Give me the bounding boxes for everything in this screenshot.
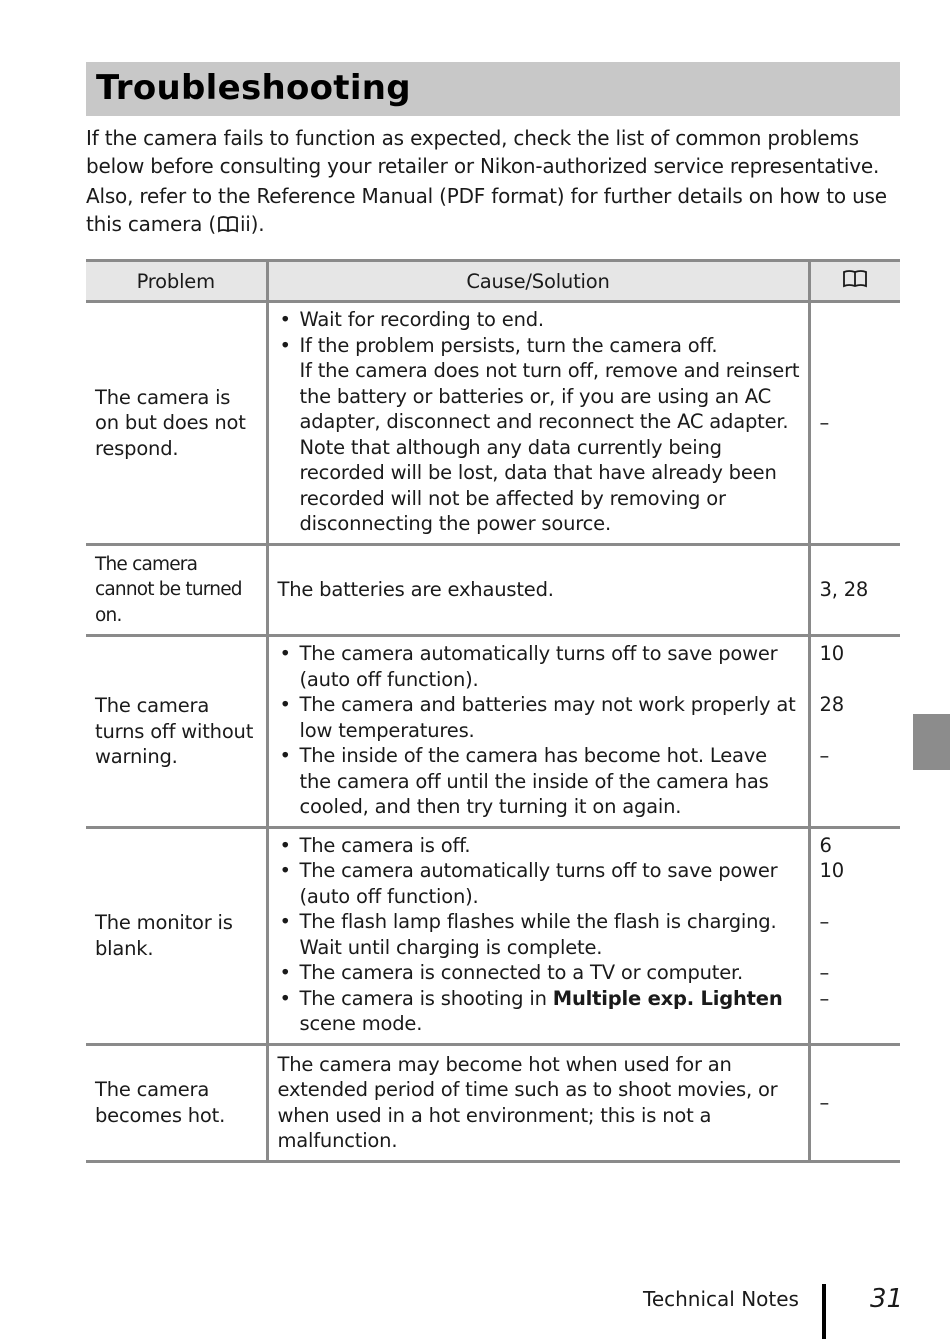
book-reference-icon: [217, 215, 239, 234]
reference-value: –: [819, 910, 830, 933]
reference-value: –: [819, 744, 830, 767]
table-row: [86, 544, 900, 636]
list-item: • If the problem persists, turn the camera off.: [278, 333, 800, 359]
troubleshooting-table: [86, 259, 900, 1163]
table-row: [86, 827, 900, 1044]
solution-note: Note that although any data currently being recorded will be lost, data that have already been recorded will not be affected by removing or disconnecting the power source.: [299, 435, 777, 535]
section-tab: [913, 714, 950, 770]
problem-cell: The camera is on but does not respond.: [86, 302, 267, 545]
reference-cell: –: [809, 302, 900, 545]
intro-paragraph-2: Also, refer to the Reference Manual (PDF format) for further details on how to use this camera ( ii).: [86, 184, 887, 236]
reference-cell: –: [809, 1044, 900, 1161]
header-cause-solution: Cause/Solution: [267, 261, 809, 302]
reference-value: 28: [819, 693, 844, 716]
scene-mode-name: Multiple exp. Lighten: [552, 986, 783, 1010]
header-reference: [809, 261, 900, 302]
list-item: • The inside of the camera has become hot. Leave the camera off until the inside of the camera has cooled, and then try turning it on again.: [278, 743, 800, 820]
table-header-row: [86, 261, 900, 302]
intro-paragraph-1: If the camera fails to function as expected, check the list of common problems below before consulting your retailer or Nikon-authorized service representative.: [86, 126, 880, 178]
reference-value: 6: [819, 833, 832, 857]
page-number: 31: [870, 1284, 904, 1314]
solution-continuation: If the camera does not turn off, remove and reinsert the battery or batteries or, if you are using an AC adapter, disconnect and reconnect the AC adapter.: [299, 359, 800, 433]
solution-cell: The batteries are exhausted.: [267, 544, 809, 636]
problem-cell: The monitor is blank.: [86, 827, 267, 1044]
list-item: • The camera automatically turns off to save power (auto off function).: [278, 858, 800, 909]
solution-cell: [267, 636, 809, 828]
solution-cell: The camera may become hot when used for an extended period of time such as to shoot movies, or when used in a hot environment; this is not a malfunction.: [267, 1044, 809, 1161]
footer-divider: [822, 1284, 826, 1339]
problem-cell: The camera cannot be turned on.: [86, 544, 267, 636]
intro-text: [86, 124, 904, 240]
reference-spacer: [820, 718, 893, 744]
list-item: • The flash lamp flashes while the flash is charging. Wait until charging is complete.: [278, 909, 800, 960]
list-item: • The camera and batteries may not work properly at low temperatures.: [278, 692, 800, 743]
table-row: [86, 1044, 900, 1161]
reference-value: 10: [819, 642, 844, 665]
reference-spacer: [820, 884, 893, 910]
reference-spacer: [820, 667, 893, 693]
reference-value: –: [819, 961, 830, 984]
reference-value: 10: [819, 859, 844, 882]
reference-spacer: [820, 935, 893, 961]
table-row: [86, 302, 900, 545]
list-item: • The camera automatically turns off to save power (auto off function).: [278, 641, 800, 692]
reference-page-link[interactable]: ii: [239, 212, 251, 236]
solution-cell: [267, 827, 809, 1044]
problem-cell: The camera turns off without warning.: [86, 636, 267, 828]
list-item: • The camera is shooting in Multiple exp. Lighten scene mode.: [278, 986, 800, 1037]
solution-cell: [267, 302, 809, 545]
page-title: Troubleshooting: [96, 68, 411, 108]
list-item: • The camera is connected to a TV or computer.: [278, 960, 800, 986]
title-bar: [86, 62, 900, 116]
table-row: [86, 636, 900, 828]
reference-cell: [809, 827, 900, 1044]
header-problem: Problem: [86, 261, 267, 302]
reference-cell: 3, 28: [809, 544, 900, 636]
reference-cell: [809, 636, 900, 828]
list-item: • The camera is off.: [278, 833, 800, 859]
problem-cell: The camera becomes hot.: [86, 1044, 267, 1161]
book-reference-icon: [841, 269, 869, 289]
footer-section-label: Technical Notes: [643, 1287, 799, 1311]
list-item: • Wait for recording to end.: [278, 307, 800, 333]
reference-value: –: [819, 986, 830, 1010]
